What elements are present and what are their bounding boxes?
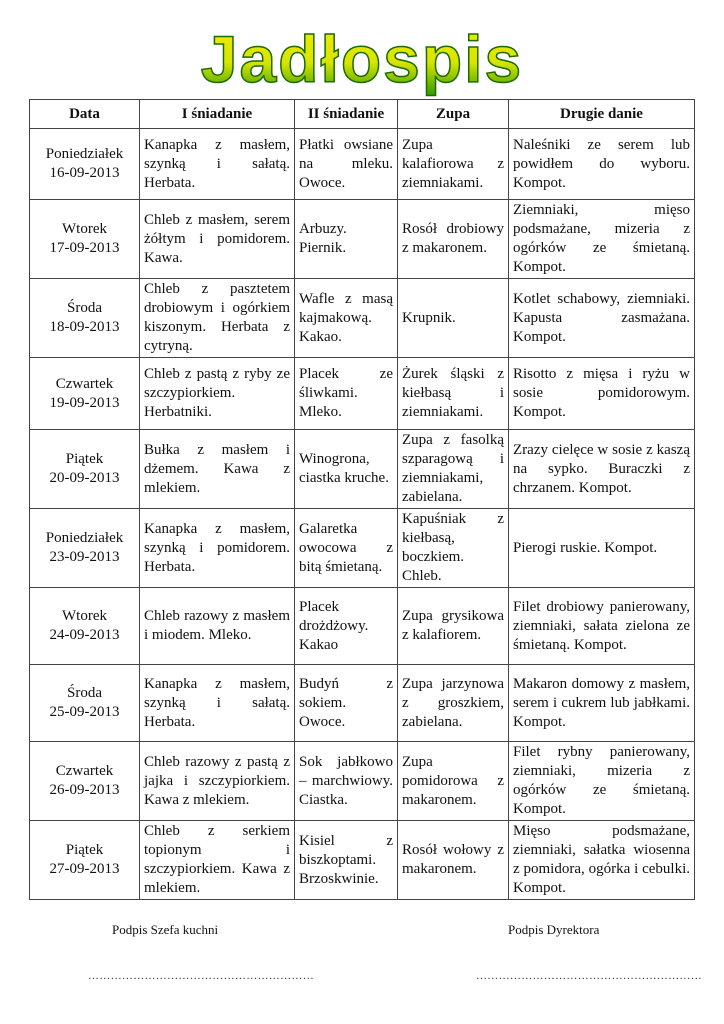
title-text: Jadłospis [200,22,524,96]
main-course-cell: Makaron domowy z masłem, serem i cukrem lub jabłkami. Kompot. [509,665,695,742]
main-course-cell: Ziemniaki, mięso podsmażane, mizeria z ogórków ze śmietaną. Kompot. [509,200,695,279]
table-row [30,821,695,900]
main-course-cell: Zrazy cielęce w sosie z kaszą na sypko. Buraczki z chrzanem. Kompot. [509,430,695,509]
date-cell [30,821,140,900]
chef-signature-label: Podpis Szefa kuchni [112,922,219,937]
date-value: 18-09-2013 [49,319,120,335]
date-cell [30,665,140,742]
header-main-course: Drugie danie [509,100,695,129]
table-row [30,200,695,279]
main-course-cell: Risotto z mięsa i ryżu w sosie pomidorowym. Kompot. [509,358,695,430]
soup-cell: Kapuśniak z kiełbasą, boczkiem. Chleb. [398,509,509,588]
soup-cell: Zupa z fasolką szparagową i ziemniakami, zabielana. [398,430,509,509]
day-name: Środa [67,685,102,701]
header-breakfast2: II śniadanie [295,100,398,129]
day-name: Poniedziałek [45,530,124,546]
breakfast1-cell: Chleb razowy z masłem i miodem. Mleko. [140,588,295,665]
breakfast2-cell: Sok jabłkowo – marchwiowy. Ciastka. [295,742,398,821]
date-value: 17-09-2013 [49,240,120,256]
breakfast2-cell: Winogrona, ciastka kruche. [295,430,398,509]
breakfast1-cell: Kanapka z masłem, szynką i sałatą. Herbata. [140,129,295,200]
soup-cell: Zupa jarzynowa z groszkiem, zabielana. [398,665,509,742]
table-row [30,588,695,665]
main-course-cell: Pierogi ruskie. Kompot. [509,509,695,588]
breakfast1-cell: Chleb razowy z pastą z jajka i szczypiorkiem. Kawa z mlekiem. [140,742,295,821]
day-name: Środa [67,300,102,316]
day-name: Wtorek [62,608,107,624]
table-row [30,129,695,200]
soup-cell: Zupa pomidorowa z makaronem. [398,742,509,821]
date-value: 19-09-2013 [49,394,120,411]
main-course-cell: Naleśniki ze serem lub powidłem do wyboru. Kompot. [509,129,695,200]
date-value: 20-09-2013 [49,470,120,486]
date-value: 24-09-2013 [49,627,120,643]
menu-table [29,99,695,900]
breakfast1-cell: Kanapka z masłem, szynką i pomidorem. Herbata. [140,509,295,588]
chef-signature-line: …………………………………………………… [88,970,314,982]
table-row [30,665,695,742]
day-name: Wtorek [62,221,107,237]
director-signature-label: Podpis Dyrektora [508,922,600,937]
table-row [30,742,695,821]
soup-cell: Żurek śląski z kiełbasą i ziemniakami. [398,358,509,430]
breakfast2-cell: Płatki owsiane na mleku. Owoce. [295,129,398,200]
header-breakfast1: I śniadanie [140,100,295,129]
date-cell [30,129,140,200]
date-cell [30,430,140,509]
date-cell [30,358,140,430]
date-cell [30,588,140,665]
main-course-cell: Filet rybny panierowany, ziemniaki, mizeria z ogórków ze śmietaną. Kompot. [509,742,695,821]
date-cell [30,200,140,279]
date-cell [30,509,140,588]
breakfast2-cell: Placek ze śliwkami. Mleko. [295,358,398,430]
main-course-cell: Filet drobiowy panierowany, ziemniaki, sałata zielona ze śmietaną. Kompot. [509,588,695,665]
main-course-cell: Kotlet schabowy, ziemniaki. Kapusta zasmażana. Kompot. [509,279,695,358]
table-row [30,358,695,430]
day-name: Piątek [65,842,104,858]
main-course-cell: Mięso podsmażane, ziemniaki, sałatka wiosenna z pomidora, ogórka i cebulki. Kompot. [509,821,695,900]
header-row [30,100,695,129]
day-name: Piątek [65,451,104,467]
date-value: 16-09-2013 [49,165,120,181]
day-name: Czwartek [55,375,114,392]
breakfast2-cell: Placek drożdżowy. Kakao [295,588,398,665]
date-value: 27-09-2013 [49,861,120,877]
breakfast2-cell: Budyń z sokiem. Owoce. [295,665,398,742]
breakfast2-cell: Galaretka owocowa z bitą śmietaną. [295,509,398,588]
breakfast2-cell: Wafle z masą kajmakową. Kakao. [295,279,398,358]
date-value: 23-09-2013 [49,549,120,565]
table-row [30,430,695,509]
page-title [0,18,724,96]
table-row [30,509,695,588]
soup-cell: Rosół wołowy z makaronem. [398,821,509,900]
soup-cell: Krupnik. [398,279,509,358]
date-value: 25-09-2013 [49,704,120,720]
title-wordart [162,18,562,98]
breakfast1-cell: Chleb z serkiem topionym i szczypiorkiem. Kawa z mlekiem. [140,821,295,900]
date-cell [30,742,140,821]
header-date: Data [30,100,140,129]
soup-cell: Rosół drobiowy z makaronem. [398,200,509,279]
soup-cell: Zupa kalafiorowa z ziemniakami. [398,129,509,200]
breakfast1-cell: Chleb z pastą z ryby ze szczypiorkiem. Herbatniki. [140,358,295,430]
breakfast1-cell: Chleb z masłem, serem żółtym i pomidorem. Kawa. [140,200,295,279]
breakfast1-cell: Kanapka z masłem, szynką i sałatą. Herbata. [140,665,295,742]
date-value: 26-09-2013 [49,782,120,798]
breakfast1-cell: Bułka z masłem i dżemem. Kawa z mlekiem. [140,430,295,509]
header-soup: Zupa [398,100,509,129]
table-row [30,279,695,358]
director-signature-line: …………………………………………………… [476,970,702,982]
breakfast2-cell: Kisiel z biszkoptami. Brzoskwinie. [295,821,398,900]
breakfast1-cell: Chleb z pasztetem drobiowym i ogórkiem kiszonym. Herbata z cytryną. [140,279,295,358]
day-name: Czwartek [55,763,114,779]
date-cell [30,279,140,358]
day-name: Poniedziałek [45,146,124,162]
soup-cell: Zupa grysikowa z kalafiorem. [398,588,509,665]
breakfast2-cell: Arbuzy. Piernik. [295,200,398,279]
